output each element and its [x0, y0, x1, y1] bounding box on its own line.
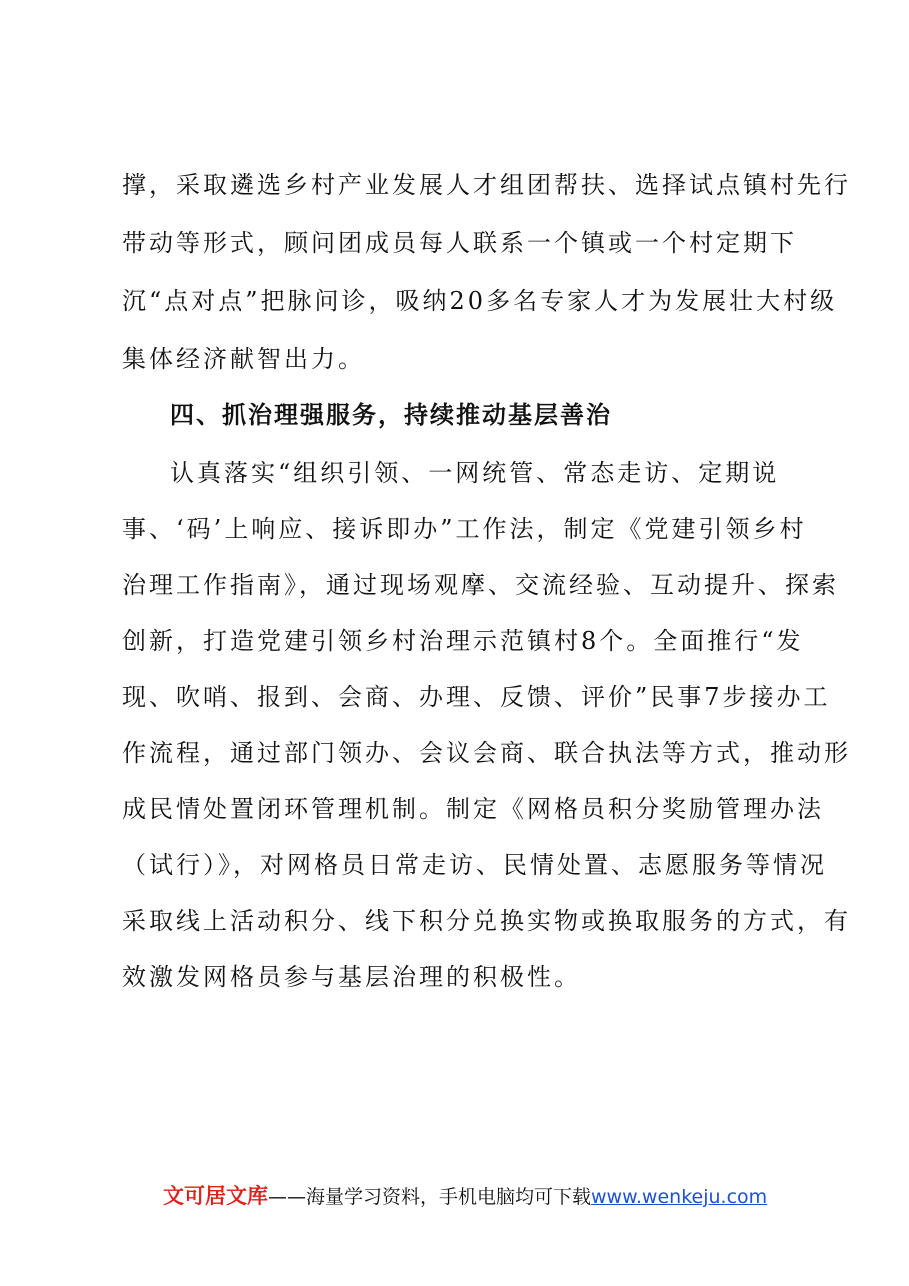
body-text-line: 治理工作指南》，通过现场观摩、交流经验、互动提升、探索	[122, 571, 839, 599]
footer-website-link[interactable]: www.wenkeju.com	[591, 1186, 768, 1208]
body-text-line: 创新，打造党建引领乡村治理示范镇村8个。全面推行“发	[122, 627, 804, 655]
body-text-line: 成民情处置闭环管理机制。制定《网格员积分奖励管理办法	[122, 795, 824, 823]
body-text-line: 现、吹哨、报到、会商、办理、反馈、评价”民事7步接办工	[122, 683, 831, 711]
section-heading: 四、抓治理强服务，持续推动基层善治	[170, 401, 612, 429]
body-text-line: 带动等形式，顾问团成员每人联系一个镇或一个村定期下	[122, 229, 797, 257]
body-text-line: 撑，采取遴选乡村产业发展人才组团帮扶、选择试点镇村先行	[122, 171, 851, 199]
body-text-line: （试行）》，对网格员日常走访、民情处置、志愿服务等情况	[122, 851, 827, 879]
footer-banner	[163, 1182, 767, 1211]
body-text-line: 效激发网格员参与基层治理的积极性。	[122, 963, 581, 991]
body-text-line: 事、‘码’上响应、接诉即办”工作法，制定《党建引领乡村	[122, 515, 807, 543]
body-text-line: 沉“点对点”把脉问诊，吸纳20多名专家人才为发展壮大村级	[122, 287, 838, 315]
footer-brand: 文可居文库	[163, 1184, 268, 1208]
footer-slogan: ——海量学习资料，手机电脑均可下载	[268, 1186, 592, 1208]
body-text-line: 作流程，通过部门领办、会议会商、联合执法等方式，推动形	[122, 739, 851, 767]
body-text-line: 采取线上活动积分、线下积分兑换实物或换取服务的方式，有	[122, 907, 851, 935]
body-text-line: 认真落实“组织引领、一网统管、常态走访、定期说	[170, 459, 780, 487]
body-text-line: 集体经济献智出力。	[122, 345, 365, 373]
